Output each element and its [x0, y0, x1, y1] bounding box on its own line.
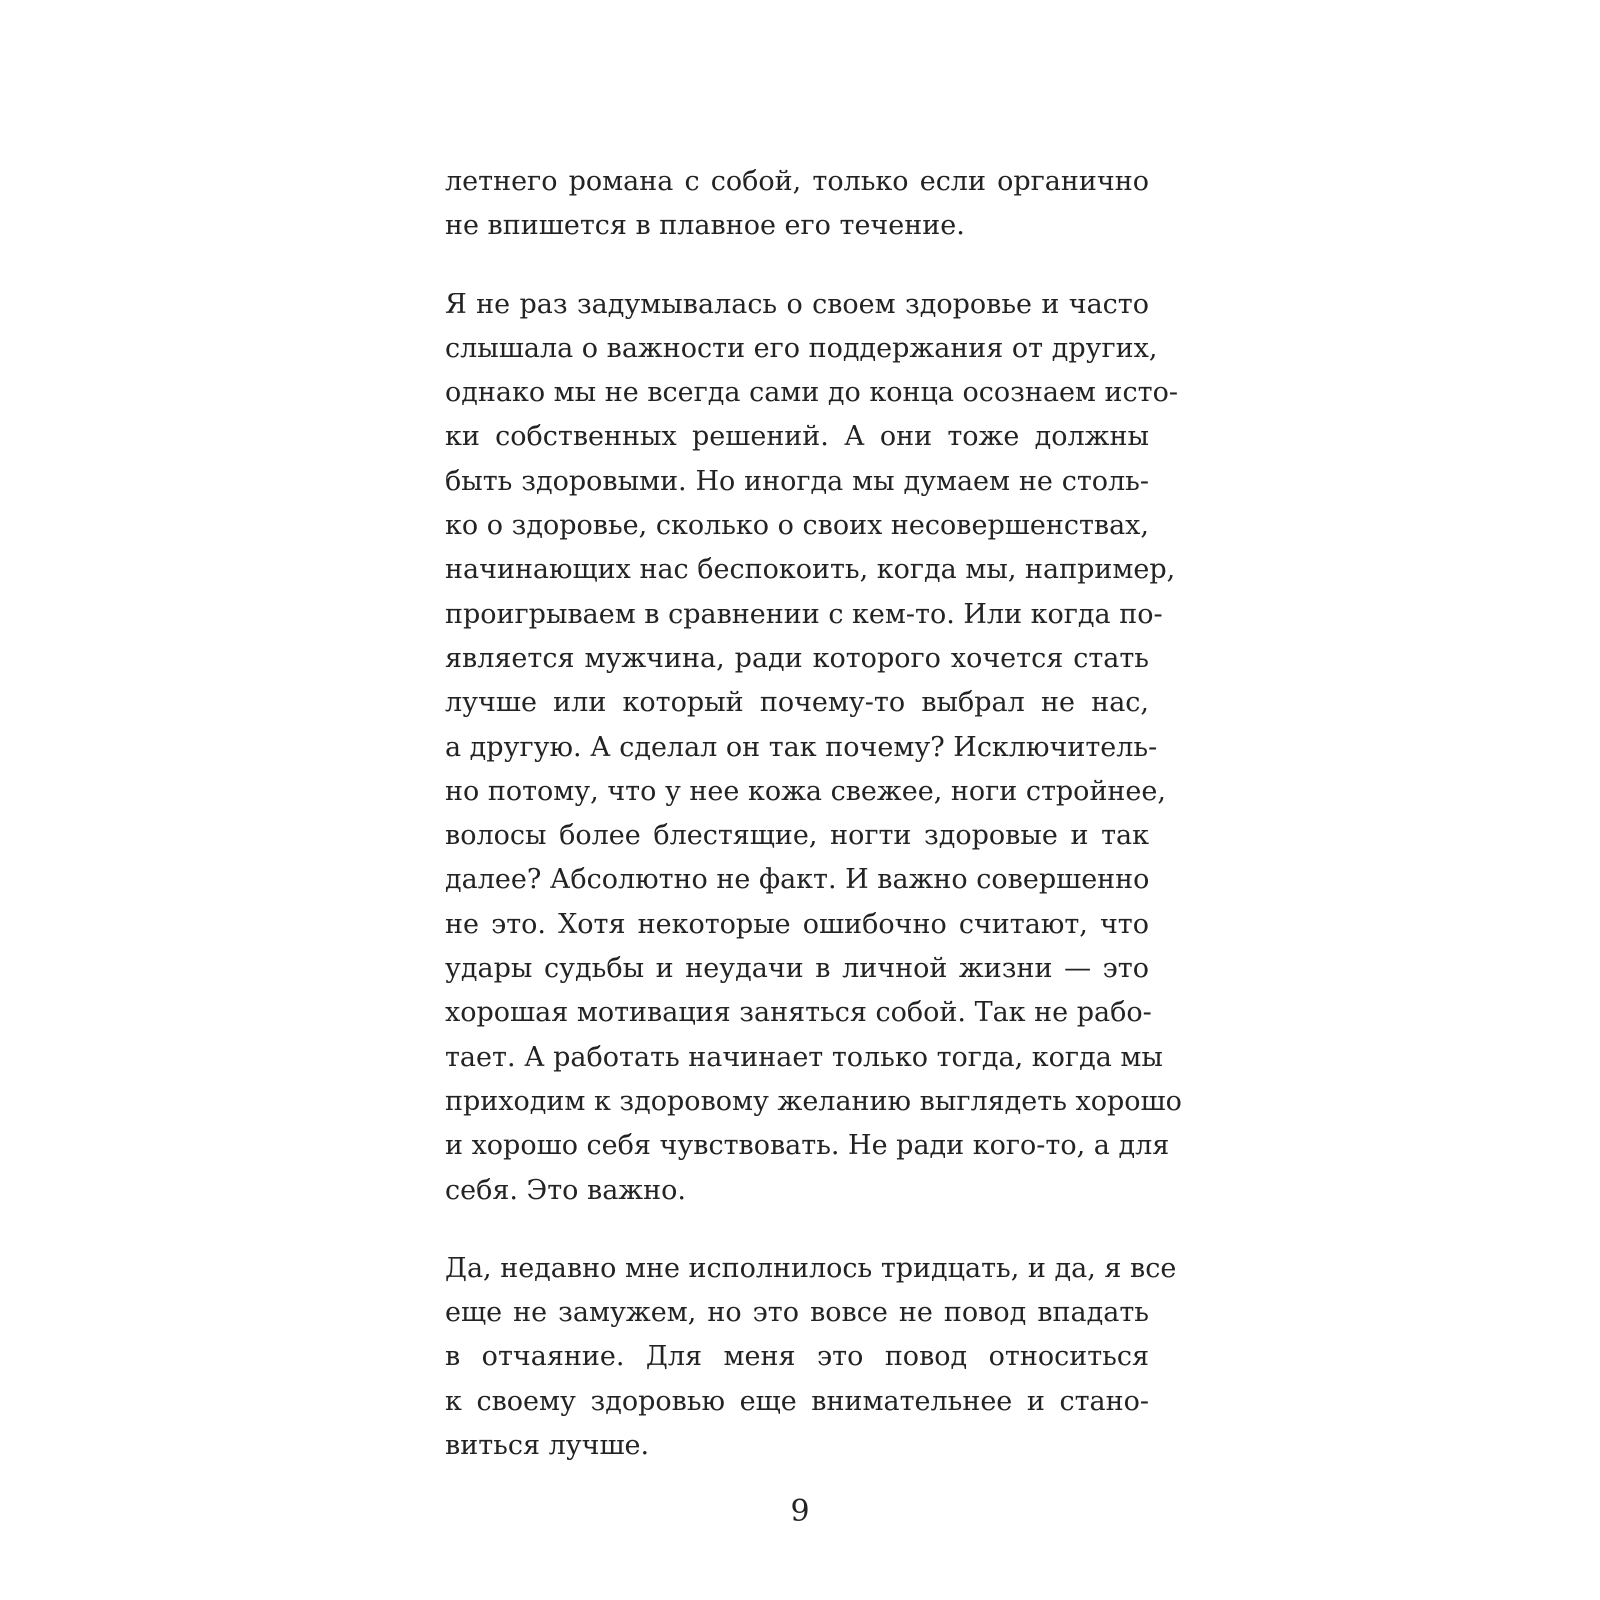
page-number: 9 [790, 1494, 810, 1529]
text-line: волосы более блестящие, ногти здоровые и так [445, 820, 1149, 852]
text-line: не это. Хотя некоторые ошибочно считают, что [445, 908, 1149, 940]
paragraph-spacer [445, 1213, 1149, 1247]
text-line: ки собственных решений. А они тоже должны [445, 421, 1149, 453]
text-line: не впишется в плавное его течение. [445, 210, 965, 242]
text-line: и хорошо себя чувствовать. Не ради кого-то, а для [445, 1130, 1170, 1162]
text-line: Да, недавно мне исполнилось тридцать, и да, я все [445, 1252, 1177, 1284]
text-line: тает. А работать начинает только тогда, когда мы [445, 1041, 1163, 1073]
text-line: виться лучше. [445, 1430, 650, 1462]
text-line: но потому, что у нее кожа свежее, ноги стройнее, [445, 775, 1166, 807]
text-line: проигрываем в сравнении с кем-то. Или когда по- [445, 598, 1163, 630]
text-line: себя. Это важно. [445, 1174, 686, 1206]
text-line: однако мы не всегда сами до конца осознаем исто- [445, 377, 1178, 409]
text-line: еще не замужем, но это вовсе не повод впадать [445, 1297, 1149, 1329]
text-line: приходим к здоровому желанию выглядеть хорошо [445, 1085, 1182, 1117]
text-line: далее? Абсолютно не факт. И важно совершенно [445, 864, 1150, 896]
text-line: быть здоровыми. Но иногда мы думаем не столь- [445, 465, 1149, 497]
paragraph-spacer [445, 249, 1149, 283]
paragraph-2 [445, 283, 1182, 1213]
paragraph-3 [445, 1247, 1177, 1468]
text-line: Я не раз задумывалась о своем здоровье и часто [445, 288, 1149, 320]
text-line: ко о здоровье, сколько о своих несовершенствах, [445, 510, 1149, 542]
text-line: лучше или который почему-то выбрал не нас, [445, 687, 1149, 719]
text-line: является мужчина, ради которого хочется стать [445, 642, 1149, 674]
body-text [445, 160, 1182, 1468]
text-line: начинающих нас беспокоить, когда мы, например, [445, 554, 1176, 586]
paragraph-1 [445, 160, 1149, 249]
text-line: в отчаяние. Для меня это повод относиться [445, 1341, 1149, 1373]
text-line: а другую. А сделал он так почему? Исключитель- [445, 731, 1158, 763]
text-line: слышала о важности его поддержания от других, [445, 332, 1158, 364]
text-line: летнего романа с собой, только если органично [445, 166, 1149, 197]
text-line: хорошая мотивация заняться собой. Так не рабо- [445, 997, 1152, 1029]
text-line: удары судьбы и неудачи в личной жизни — это [445, 953, 1149, 985]
text-line: к своему здоровью еще внимательнее и стано- [445, 1385, 1149, 1417]
